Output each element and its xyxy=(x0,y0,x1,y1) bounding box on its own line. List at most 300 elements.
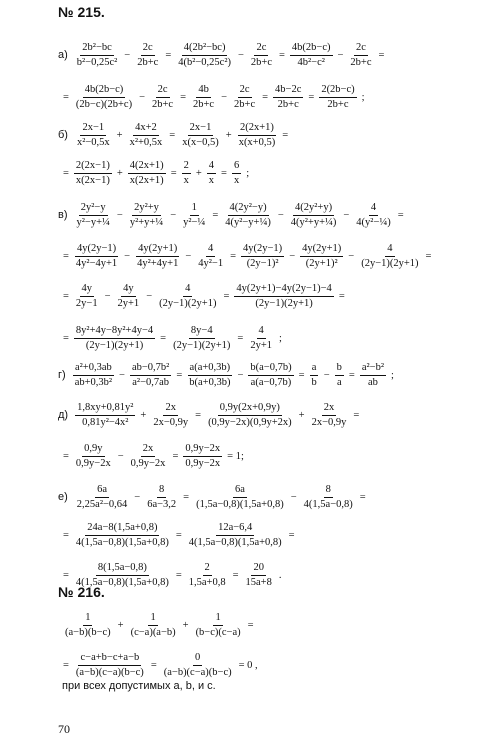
denominator: x xyxy=(183,174,189,186)
operator: = xyxy=(63,450,69,462)
denominator: 2b+c xyxy=(193,98,215,110)
fraction xyxy=(128,202,165,229)
operator: = xyxy=(338,290,345,302)
denominator: 2y+1 xyxy=(250,339,273,351)
denominator: 0,9y−2x xyxy=(185,457,221,469)
operator: = xyxy=(63,250,69,262)
fraction xyxy=(157,283,218,310)
operator: − xyxy=(139,91,145,103)
part-label: г) xyxy=(58,369,66,381)
operator: − xyxy=(185,250,192,262)
operator: + xyxy=(298,409,305,421)
numerator: 4 xyxy=(257,325,266,339)
denominator: (2y−1)(2y+1) xyxy=(361,257,419,269)
fraction xyxy=(75,42,120,69)
numerator: 4y(2y+1) xyxy=(300,243,343,257)
equation-line xyxy=(58,358,469,392)
denominator: x(2x−1) xyxy=(75,174,110,186)
equation-line xyxy=(62,156,469,190)
operator: = xyxy=(232,569,239,581)
denominator: a xyxy=(336,376,342,388)
fraction xyxy=(249,42,274,69)
operator: + xyxy=(116,167,123,179)
denominator: b²−0,25c² xyxy=(76,56,118,68)
denominator: b xyxy=(311,376,317,388)
operator: − xyxy=(348,250,355,262)
operator: = xyxy=(169,129,176,141)
fraction xyxy=(129,443,168,470)
operator: = xyxy=(172,450,179,462)
operator: + xyxy=(225,129,232,141)
fraction xyxy=(290,42,333,69)
denominator: (2b−c)(2b+c) xyxy=(75,98,133,110)
operator: = xyxy=(63,659,69,671)
numerator: 0,9y−2x xyxy=(183,443,222,457)
denominator: x(x+0,5) xyxy=(238,136,276,148)
operator: = xyxy=(378,49,385,61)
fraction xyxy=(151,402,190,429)
denominator: 4y²+4y+1 xyxy=(137,257,179,269)
fraction xyxy=(150,84,175,111)
operator: = xyxy=(63,529,69,541)
fraction xyxy=(73,362,114,389)
denominator: (2y+1)² xyxy=(305,257,338,269)
operator: − xyxy=(343,209,350,221)
part-label: е) xyxy=(58,491,68,503)
fraction xyxy=(302,484,355,511)
numerator: 8 xyxy=(157,484,166,498)
fraction xyxy=(310,362,319,389)
denominator: 4b²−c² xyxy=(297,56,325,68)
denominator: 2x−0,9y xyxy=(311,416,347,428)
operator: = xyxy=(221,167,227,179)
denominator: 2b+c xyxy=(350,56,372,68)
equation-line xyxy=(62,558,469,592)
operator: = xyxy=(165,49,172,61)
denominator: (2y−1)² xyxy=(246,257,279,269)
denominator: 0,81y²−4x² xyxy=(82,416,129,428)
operator: = xyxy=(230,250,237,262)
operator: = 1; xyxy=(227,450,244,462)
numerator: 2c xyxy=(141,42,155,56)
operator: − xyxy=(124,250,131,262)
part-label: б) xyxy=(58,129,68,141)
fraction xyxy=(135,243,180,270)
fraction xyxy=(191,84,216,111)
fraction xyxy=(74,283,100,310)
numerator: 4(2x+1) xyxy=(128,160,166,174)
denominator: 2b+c xyxy=(137,56,159,68)
numerator: 8y−4 xyxy=(189,325,215,339)
denominator: a²−0,7ab xyxy=(132,376,170,388)
fraction xyxy=(194,612,243,639)
numerator: 1 xyxy=(148,612,157,626)
fraction xyxy=(194,484,286,511)
operator: + xyxy=(140,409,147,421)
denominator: 2b+c xyxy=(152,98,174,110)
fraction xyxy=(234,283,333,310)
operator: = xyxy=(212,209,219,221)
operator: − xyxy=(237,49,244,61)
fraction xyxy=(128,122,165,149)
denominator: 4(1,5a−0,8)(1,5a+0,8) xyxy=(75,536,169,548)
numerator: 4b xyxy=(196,84,211,98)
fraction xyxy=(187,362,232,389)
operator: + xyxy=(117,619,124,631)
numerator: a(a+0,3b) xyxy=(188,362,233,376)
numerator: 1 xyxy=(83,612,92,626)
numerator: b(a−0,7b) xyxy=(248,362,293,376)
numerator: ab−0,7b² xyxy=(130,362,171,376)
operator: − xyxy=(221,91,228,103)
fraction xyxy=(74,522,171,549)
fraction xyxy=(248,325,274,352)
numerator: 20 xyxy=(251,562,266,576)
operator: − xyxy=(237,369,244,381)
operator: = xyxy=(175,569,182,581)
numerator: a²−b² xyxy=(360,362,386,376)
fraction xyxy=(187,522,284,549)
operator: = xyxy=(195,409,202,421)
equation-line xyxy=(62,279,469,313)
denominator: x(x−0,5) xyxy=(182,136,219,148)
numerator: 24a−8(1,5a+0,8) xyxy=(85,522,159,536)
numerator: 4y xyxy=(80,283,95,297)
fraction xyxy=(237,122,278,149)
numerator: 8 xyxy=(324,484,333,498)
numerator: 4 xyxy=(369,202,378,216)
denominator: 2y+1 xyxy=(117,297,140,309)
operator: = xyxy=(180,91,187,103)
fraction xyxy=(135,42,160,69)
numerator: 2x−1 xyxy=(80,122,106,136)
denominator: 4y²−4y+1 xyxy=(75,257,118,269)
numerator: 1 xyxy=(213,612,222,626)
operator: = xyxy=(63,91,69,103)
numerator: 2c xyxy=(354,42,368,56)
denominator: (0,9y−2x)(0,9y+2x) xyxy=(208,416,292,428)
numerator: 6 xyxy=(232,160,241,174)
numerator: 4 xyxy=(183,283,192,297)
operator: − xyxy=(289,250,296,262)
denominator: x xyxy=(233,174,240,186)
operator: = 0 , xyxy=(238,659,258,671)
denominator: 2x−0,9y xyxy=(153,416,189,428)
denominator: (a−b)(b−c) xyxy=(65,626,111,638)
denominator: 6a−3,2 xyxy=(147,498,177,510)
denominator: ab+0,3b² xyxy=(74,376,113,388)
fraction xyxy=(74,652,146,679)
operator: = xyxy=(63,332,69,344)
fraction xyxy=(74,443,113,470)
numerator: 6a xyxy=(95,484,109,498)
operator: = xyxy=(282,129,289,141)
operator: − xyxy=(146,290,153,302)
numerator: b xyxy=(335,362,344,376)
numerator: 2(2x−1) xyxy=(74,160,112,174)
operator: = xyxy=(223,290,230,302)
numerator: 2x−1 xyxy=(188,122,214,136)
fraction xyxy=(75,202,112,229)
denominator: 0,9y−2x xyxy=(75,457,111,469)
numerator: 1,8xy+0,81y² xyxy=(75,402,135,416)
fraction xyxy=(176,42,233,69)
operator: = xyxy=(298,369,305,381)
part-label: а) xyxy=(58,49,68,61)
denominator: x xyxy=(208,174,215,186)
numerator: 4y(2y−1) xyxy=(75,243,118,257)
fraction xyxy=(359,243,420,270)
denominator: 2b+c xyxy=(327,98,349,110)
equation-line xyxy=(62,439,469,473)
equation-line xyxy=(62,80,469,114)
operator: = xyxy=(348,369,355,381)
numerator: 0,9y(2x+0,9y) xyxy=(218,402,282,416)
problem-heading: № 216. xyxy=(58,584,105,600)
numerator: 2c xyxy=(254,42,268,56)
denominator: 0,9y−2x xyxy=(130,457,166,469)
denominator: 1,5a+0,8 xyxy=(188,576,226,588)
fraction xyxy=(181,202,207,229)
numerator: 4(2y²+y) xyxy=(293,202,334,216)
numerator: 2b²−bc xyxy=(80,42,113,56)
fraction xyxy=(223,202,273,229)
fraction xyxy=(74,325,155,352)
fraction xyxy=(128,160,166,187)
fraction xyxy=(248,362,293,389)
denominator: 4(y²−¼) xyxy=(356,216,391,228)
fraction xyxy=(196,243,225,270)
denominator: b(a+0,3b) xyxy=(189,376,231,388)
fraction xyxy=(335,362,344,389)
numerator: 8y²+4y−8y²+4y−4 xyxy=(74,325,155,339)
numerator: 4y(2y+1)−4y(2y−1)−4 xyxy=(234,283,333,297)
equation-line xyxy=(58,198,469,232)
problem-heading: № 215. xyxy=(58,4,105,20)
fraction xyxy=(74,84,134,111)
operator: = xyxy=(63,167,69,179)
numerator: 4b(2b−c) xyxy=(290,42,333,56)
numerator: 8(1,5a−0,8) xyxy=(96,562,149,576)
operator: − xyxy=(290,491,297,503)
numerator: 4 xyxy=(206,243,215,257)
denominator: x²−0,5x xyxy=(76,136,110,148)
fraction xyxy=(171,325,232,352)
numerator: c−a+b−c+a−b xyxy=(78,652,141,666)
operator: = xyxy=(359,491,366,503)
denominator: y²+y+¼ xyxy=(129,216,164,228)
fraction xyxy=(310,402,349,429)
fraction xyxy=(360,362,386,389)
equation-line xyxy=(58,398,469,432)
fraction xyxy=(162,652,234,679)
fraction xyxy=(241,243,284,270)
denominator: 4(1,5a−0,8) xyxy=(303,498,353,510)
operator: = xyxy=(279,49,285,61)
fraction xyxy=(63,612,113,639)
solution-note: при всех допустимых a, b, и c. xyxy=(62,680,216,692)
numerator: 4b(2b−c) xyxy=(83,84,126,98)
operator: − xyxy=(337,49,344,61)
equation-line xyxy=(62,608,469,642)
operator: = xyxy=(63,569,69,581)
denominator: (a−b)(c−a)(b−c) xyxy=(163,666,232,678)
operator: + xyxy=(195,167,202,179)
part-label: д) xyxy=(58,409,69,421)
fraction xyxy=(75,484,129,511)
denominator: 4(1,5a−0,8)(1,5a+0,8) xyxy=(188,536,282,548)
fraction xyxy=(183,443,222,470)
numerator: 4(2y²−y) xyxy=(228,202,269,216)
fraction xyxy=(130,362,171,389)
operator: ; xyxy=(390,369,394,381)
numerator: 2x xyxy=(163,402,178,416)
numerator: 4(2b²−bc) xyxy=(182,42,228,56)
numerator: 6a xyxy=(233,484,247,498)
numerator: a xyxy=(310,362,319,376)
fraction xyxy=(180,122,221,149)
numerator: 4x+2 xyxy=(133,122,159,136)
denominator: y²−¼ xyxy=(183,216,206,228)
numerator: 12a−6,4 xyxy=(216,522,254,536)
denominator: 2b+c xyxy=(250,56,272,68)
operator: − xyxy=(277,209,284,221)
denominator: 4(y²+y+¼) xyxy=(290,216,337,228)
denominator: ab xyxy=(367,376,378,388)
operator: = xyxy=(397,209,404,221)
operator: = xyxy=(247,619,254,631)
operator: − xyxy=(117,450,124,462)
operator: = xyxy=(160,332,167,344)
denominator: 2b+c xyxy=(234,98,256,110)
denominator: 4y²−1 xyxy=(198,257,224,269)
operator: + xyxy=(182,619,189,631)
denominator: y²−y+¼ xyxy=(76,216,110,228)
numerator: 2(2b−c) xyxy=(319,84,356,98)
numerator: 2x xyxy=(322,402,337,416)
denominator: (a−b)(c−a)(b−c) xyxy=(75,666,144,678)
fraction xyxy=(206,402,294,429)
operator: = xyxy=(176,369,183,381)
operator: = xyxy=(183,491,190,503)
operator: + xyxy=(116,129,123,141)
operator: = xyxy=(237,332,244,344)
fraction xyxy=(232,84,257,111)
denominator: 2,25a²−0,64 xyxy=(76,498,128,510)
fraction xyxy=(207,160,216,187)
operator: = xyxy=(170,167,177,179)
fraction xyxy=(232,160,241,187)
denominator: (b−c)(c−a) xyxy=(195,626,241,638)
fraction xyxy=(348,42,373,69)
numerator: 2y²−y xyxy=(79,202,108,216)
numerator: 2x xyxy=(141,443,156,457)
operator: = xyxy=(63,290,69,302)
fraction xyxy=(116,283,142,310)
equation-line xyxy=(58,118,469,152)
operator: = xyxy=(308,91,315,103)
fraction xyxy=(145,484,178,511)
numerator: 2(2x+1) xyxy=(238,122,276,136)
equation-line xyxy=(58,38,469,72)
operator: . xyxy=(278,569,282,581)
equation-line xyxy=(62,518,469,552)
operator: = xyxy=(150,659,157,671)
operator: ; xyxy=(361,91,365,103)
operator: − xyxy=(116,209,123,221)
denominator: 4(y²−y+¼) xyxy=(225,216,271,228)
operator: − xyxy=(124,49,131,61)
equation-line xyxy=(62,321,469,355)
numerator: 2c xyxy=(156,84,170,98)
fraction xyxy=(273,84,303,111)
denominator: 2b+c xyxy=(277,98,299,110)
denominator: 4(1,5a−0,8)(1,5a+0,8) xyxy=(75,576,169,588)
operator: − xyxy=(170,209,177,221)
numerator: 2 xyxy=(182,160,191,174)
equation-line xyxy=(58,480,469,514)
fraction xyxy=(319,84,356,111)
operator: = xyxy=(175,529,182,541)
denominator: 15a+8 xyxy=(245,576,272,588)
equation-line xyxy=(62,648,469,682)
denominator: (1,5a−0,8)(1,5a+0,8) xyxy=(196,498,284,510)
denominator: (2y−1)(2y+1) xyxy=(85,339,144,351)
operator: − xyxy=(134,491,141,503)
numerator: 4y(2y−1) xyxy=(241,243,284,257)
numerator: 1 xyxy=(190,202,199,216)
denominator: (c−a)(a−b) xyxy=(130,626,176,638)
part-label: в) xyxy=(58,209,68,221)
denominator: 4(b²−0,25c²) xyxy=(178,56,231,68)
denominator: 2y−1 xyxy=(75,297,98,309)
denominator: a(a−0,7b) xyxy=(250,376,292,388)
numerator: 4y(2y+1) xyxy=(136,243,179,257)
equation-line xyxy=(62,239,469,273)
numerator: 4y xyxy=(121,283,136,297)
denominator: (2y−1)(2y+1) xyxy=(159,297,217,309)
operator: = xyxy=(353,409,360,421)
numerator: 4 xyxy=(207,160,216,174)
numerator: 0 xyxy=(193,652,202,666)
fraction xyxy=(289,202,339,229)
fraction xyxy=(354,202,392,229)
operator: − xyxy=(323,369,330,381)
operator: ; xyxy=(246,167,250,179)
denominator: x²+0,5x xyxy=(129,136,163,148)
fraction xyxy=(129,612,178,639)
numerator: 2y²+y xyxy=(132,202,161,216)
operator: = xyxy=(262,91,269,103)
fraction xyxy=(187,562,228,589)
fraction xyxy=(300,243,343,270)
denominator: (2y−1)(2y+1) xyxy=(255,297,313,309)
denominator: (2y−1)(2y+1) xyxy=(173,339,231,351)
operator: ; xyxy=(279,332,282,344)
fraction xyxy=(74,160,112,187)
operator: − xyxy=(119,369,125,381)
operator: = xyxy=(425,250,432,262)
numerator: 2c xyxy=(238,84,252,98)
operator: = xyxy=(288,529,295,541)
denominator: x(2x+1) xyxy=(129,174,164,186)
page-number: 70 xyxy=(58,722,70,736)
fraction xyxy=(75,402,135,429)
numerator: a²+0,3ab xyxy=(73,362,114,376)
numerator: 4b−2c xyxy=(273,84,303,98)
operator: − xyxy=(104,290,111,302)
fraction xyxy=(74,243,119,270)
